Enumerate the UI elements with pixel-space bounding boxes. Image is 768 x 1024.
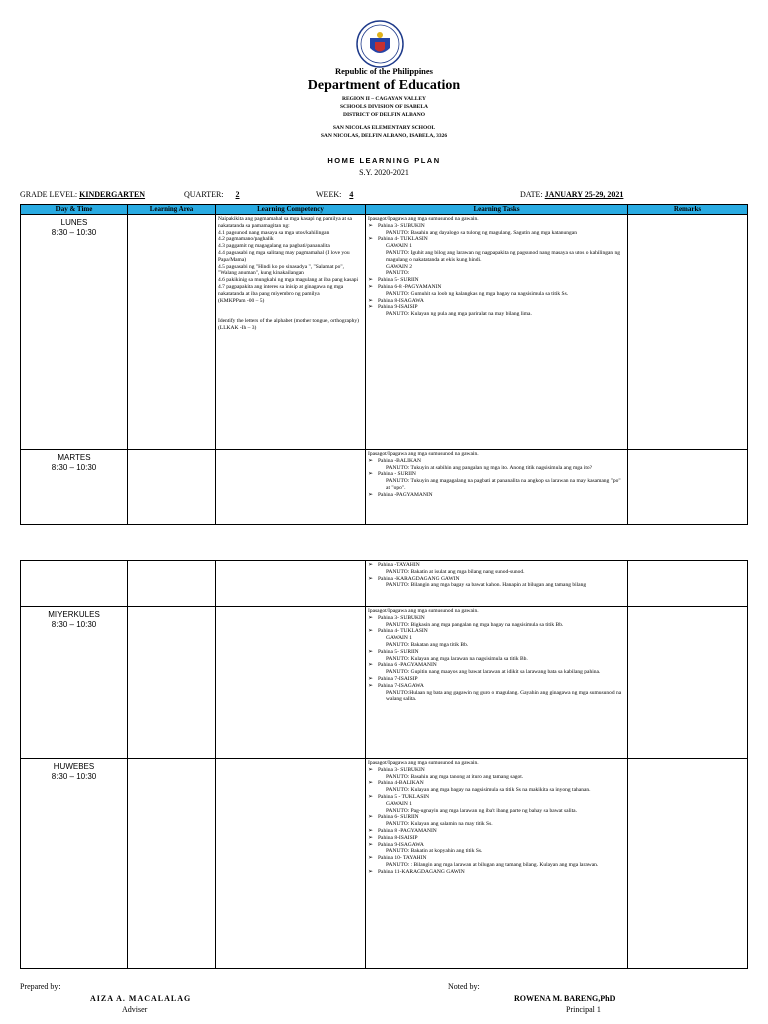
tasks-cell (366, 759, 628, 969)
task-bullet: ➢ Pahina 9-ISAGAWA (368, 842, 625, 849)
task-bullet: ➢ Pahina 7-ISAGAWA (368, 683, 625, 690)
school-address: SAN NICOLAS, DELFIN ALBANO, ISABELA, 3326 (320, 133, 448, 139)
task-instruction: PANUTO: Bakatin at kopyahin ang titik Ss. (386, 848, 483, 855)
competency-line: 4.3 paggamit ng magagalang na pagbati/pananalita (218, 243, 330, 250)
task-bullet: ➢ Pahina 4- TUKLASIN (368, 628, 625, 635)
task-instruction: PANUTO: Iguhit ang bilog ang larawan ng nagpapakita ng pagsunod nang masaya sa utos o kahilingan ng magulang o nakatatanda at ekis kung hindi. (386, 249, 621, 263)
grade-level: GRADE LEVEL: KINDERGARTEN (20, 190, 146, 199)
task-instruction: PANUTO: Bigkasin ang mga pangalan ng mga bagay na nagsisimula sa titik Bb. (386, 621, 564, 628)
district-line: DISTRICT OF DELFIN ALBANO (342, 112, 426, 118)
division-line: SCHOOLS DIVISION OF ISABELA (340, 104, 428, 110)
task-instruction: PANUTO: Basahin ang dayalogo sa tulong ng magulang. Sagutin ang mga katanungan (386, 229, 577, 236)
col-learning-tasks: Learning Tasks (366, 205, 628, 215)
remarks-cell (628, 607, 748, 759)
competency-line: 4.7 pagpapakita ang interes sa inisip at ginagawa ng mga nakatatanda at iba pang miyembro ng pamilya (218, 283, 344, 297)
tasks-cell (366, 450, 628, 525)
task-instruction: GAWAIN 1 (386, 243, 412, 250)
task-bullet: ➢ Pahina -PAGYAMANIN (368, 492, 625, 499)
task-bullet: ➢ Pahina 11-KARAGDAGANG GAWIN (368, 869, 625, 876)
remarks-cell (628, 215, 748, 450)
deped-seal-icon (356, 20, 404, 68)
task-bullet: ➢ Pahina -BALIKAN (368, 458, 625, 465)
task-instruction: PANUTO: Bakatan ang mga titik Bb. (386, 641, 469, 648)
learning-area-cell (128, 215, 216, 450)
day-cell: HUWEBES 8:30 – 10:30 (21, 759, 128, 969)
task-bullet: ➢ Pahina 5- SURIIN (368, 277, 625, 284)
task-instruction: PANUTO: Bakatin at isulat ang mga bilang nang sunod-sunod. (386, 568, 525, 575)
task-instruction: GAWAIN 1 (386, 800, 412, 807)
task-instruction: PANUTO:Hulaan ng bata ang gagawin ng guro o magulang. Gayahin ang ginagawa ng mga sumusunod na walang salita. (386, 689, 622, 703)
department-name: Department of Education (307, 78, 461, 93)
competency-line: 4.4 pagsasabi ng mga salitang may pagmamahal (I love you Papa/Mama) (218, 249, 350, 263)
school-year: S.Y. 2020-2021 (359, 168, 409, 177)
learning-area-cell (128, 607, 216, 759)
task-bullet: ➢ Pahina 10- TAYAHIN (368, 855, 625, 862)
task-bullet: ➢ Pahina 4-BALIKAN (368, 780, 625, 787)
task-instruction: PANUTO: Basahin ang mga tanong at ituro ang tamang sagot. (386, 773, 524, 780)
table-row (21, 450, 748, 525)
task-instruction: PANUTO: : Bilangin ang mga larawan at bilugan ang tamang bilang. Kulayan ang mga larawan. (386, 861, 599, 868)
learning-area-cell (128, 759, 216, 969)
task-instruction: PANUTO: Gumuhit sa loob ng kalangkas ng mga bagay na nagsisimula sa titik Ss. (386, 290, 569, 297)
col-learning-competency: Learning Competency (216, 205, 366, 215)
col-learning-area: Learning Area (128, 205, 216, 215)
week: WEEK: 4 (316, 190, 354, 199)
competency-cell (216, 759, 366, 969)
learning-area-cell (128, 450, 216, 525)
task-intro: Ipasagot/Ipagawa ang mga sumusunod na gawain. (368, 608, 479, 614)
competency-line: Naipakikita ang pagmamahal sa mga kasapi ng pamilya at sa nakatatanda sa pamamagitan ng: (218, 216, 352, 229)
table-row (21, 607, 748, 759)
competency-cell (216, 561, 366, 607)
day-cell: LUNES 8:30 – 10:30 (21, 215, 128, 450)
task-bullet: ➢ Pahina 8-ISAISIP (368, 835, 625, 842)
table-row (21, 215, 748, 450)
task-bullet: ➢ Pahina 4- TUKLASIN (368, 236, 625, 243)
republic-line: Republic of the Philippines (334, 66, 433, 76)
task-intro: Ipasagot/Ipagawa ang mga sumusunod na gawain. (368, 451, 479, 457)
remarks-cell (628, 561, 748, 607)
task-bullet: ➢ Pahina 3- SUBUKIN (368, 767, 625, 774)
task-bullet: ➢ Pahina - SURIIN (368, 471, 625, 478)
competency-line (218, 304, 363, 318)
task-intro: Ipasagot/Ipagawa ang mga sumusunod na gawain. (368, 216, 479, 222)
competency-line: 4.6 pakikinig sa mungkahi ng mga magulang at iba pang kasapi (218, 277, 359, 284)
task-bullet: ➢ Pahina -TAYAHIN (368, 562, 625, 569)
task-bullet: ➢ Pahina 3- SUBUKIN (368, 615, 625, 622)
prepared-by-name: AIZA A. MACALALAG (90, 994, 192, 1003)
task-instruction: PANUTO: Pag-ugnayin ang mga larawan ng iba't ibang parte ng bahay sa bawat salita. (386, 807, 577, 814)
prepared-by-role: Adviser (122, 1005, 148, 1014)
competency-cell (216, 450, 366, 525)
task-bullet: ➢ Pahina -KARAGDAGANG GAWIN (368, 576, 625, 583)
competency-line: 4.1 pagsunod nang masaya sa mga utos/kahilingan (218, 229, 330, 236)
school-name: SAN NICOLAS ELEMENTARY SCHOOL (332, 125, 436, 131)
task-instruction: PANUTO: Kulayan ang mga bagay na nagsisimula sa titik Ss na makikita sa inyong tahanan. (386, 787, 591, 794)
tasks-cell (366, 561, 628, 607)
prepared-by-label: Prepared by: (20, 982, 61, 991)
competency-line: Identify the letters of the alphabet (mother tongue, orthography) (218, 318, 359, 325)
task-instruction: PANUTO: (386, 270, 410, 277)
remarks-cell (628, 759, 748, 969)
day-cell: MIYERKULES 8:30 – 10:30 (21, 607, 128, 759)
competency-line: (LLKAK -Ih – 3) (218, 325, 257, 332)
date: DATE: JANUARY 25-29, 2021 (520, 190, 624, 199)
day-cell: MARTES 8:30 – 10:30 (21, 450, 128, 525)
noted-by-role: Principal 1 (566, 1005, 601, 1014)
task-instruction: PANUTO: Bilangin ang mga bagay sa bawat kahon. Hanapin at bilugan ang tamang bilang (386, 582, 587, 589)
task-bullet: ➢ Pahina 6 -PAGYAMANIN (368, 662, 625, 669)
task-bullet: ➢ Pahina 5 - TUKLASIN (368, 794, 625, 801)
task-bullet: ➢ Pahina 9-ISAISIP (368, 304, 625, 311)
task-instruction: PANUTO: Gupitin nang maayos ang bawat larawan at idikit sa larawang bata sa kabilang pahina. (386, 669, 601, 676)
table-row (21, 561, 748, 607)
task-bullet: ➢ Pahina 5- SURIIN (368, 649, 625, 656)
task-bullet: ➢ Pahina 6- SURIIN (368, 814, 625, 821)
plan-title: HOME LEARNING PLAN (327, 156, 441, 165)
region-line: REGION II – CAGAYAN VALLEY (341, 96, 427, 102)
task-bullet: ➢ Pahina 8 -PAGYAMANIN (368, 828, 625, 835)
competency-cell (216, 607, 366, 759)
task-bullet: ➢ Pahina 7-ISAISIP (368, 676, 625, 683)
table-row (21, 759, 748, 969)
day-cell (21, 561, 128, 607)
tasks-cell (366, 215, 628, 450)
task-instruction: GAWAIN 1 (386, 635, 412, 642)
plan-table-page-1 (20, 204, 748, 525)
task-instruction: PANUTO: Kulayan ang salamin na may titik Ss. (386, 821, 493, 828)
tasks-cell (366, 607, 628, 759)
task-bullet: ➢ Pahina 3- SUBUKIN (368, 223, 625, 230)
task-intro: Ipasagot/Ipagawa ang mga sumusunod na gawain. (368, 760, 479, 766)
competency-line: 4.5 pagsasabi ng "Hindi ko po sinasadya ", "Salamat po", "Walang anuman", kung kinakailangan (218, 263, 344, 277)
task-bullet: ➢ Pahina 6-8 -PAGYAMANIN (368, 284, 625, 291)
task-instruction: PANUTO: Tukuyin ang magagalang na pagbati at pananalita na angkop sa larawan na may kasamang "po" at "opo". (386, 478, 621, 491)
col-remarks: Remarks (628, 205, 748, 215)
col-day-time: Day & Time (21, 205, 128, 215)
competency-cell (216, 215, 366, 450)
plan-table-page-2 (20, 560, 748, 969)
noted-by-name: ROWENA M. BARENG,PhD (514, 994, 616, 1003)
task-instruction: GAWAIN 2 (386, 263, 412, 270)
quarter: QUARTER: 2 (184, 190, 240, 199)
competency-line: (KMKPPam -00 – 5) (218, 297, 265, 304)
task-instruction: PANUTO: Tukuyin at sabihin ang pangalan ng mga ito. Anong titik nagsisimula ang mga ito? (386, 464, 593, 471)
task-instruction: PANUTO: Kulayan ng pula ang mga pariralat na may bilang lima. (386, 311, 532, 318)
remarks-cell (628, 450, 748, 525)
noted-by-label: Noted by: (448, 982, 480, 991)
learning-area-cell (128, 561, 216, 607)
task-bullet: ➢ Pahina 8-ISAGAWA (368, 298, 625, 305)
task-instruction: PANUTO: Kulayan ang mga larawan na nagsisimula sa titik Bb. (386, 655, 528, 662)
competency-line: 4.2 pagmamano/paghalik (218, 236, 274, 243)
